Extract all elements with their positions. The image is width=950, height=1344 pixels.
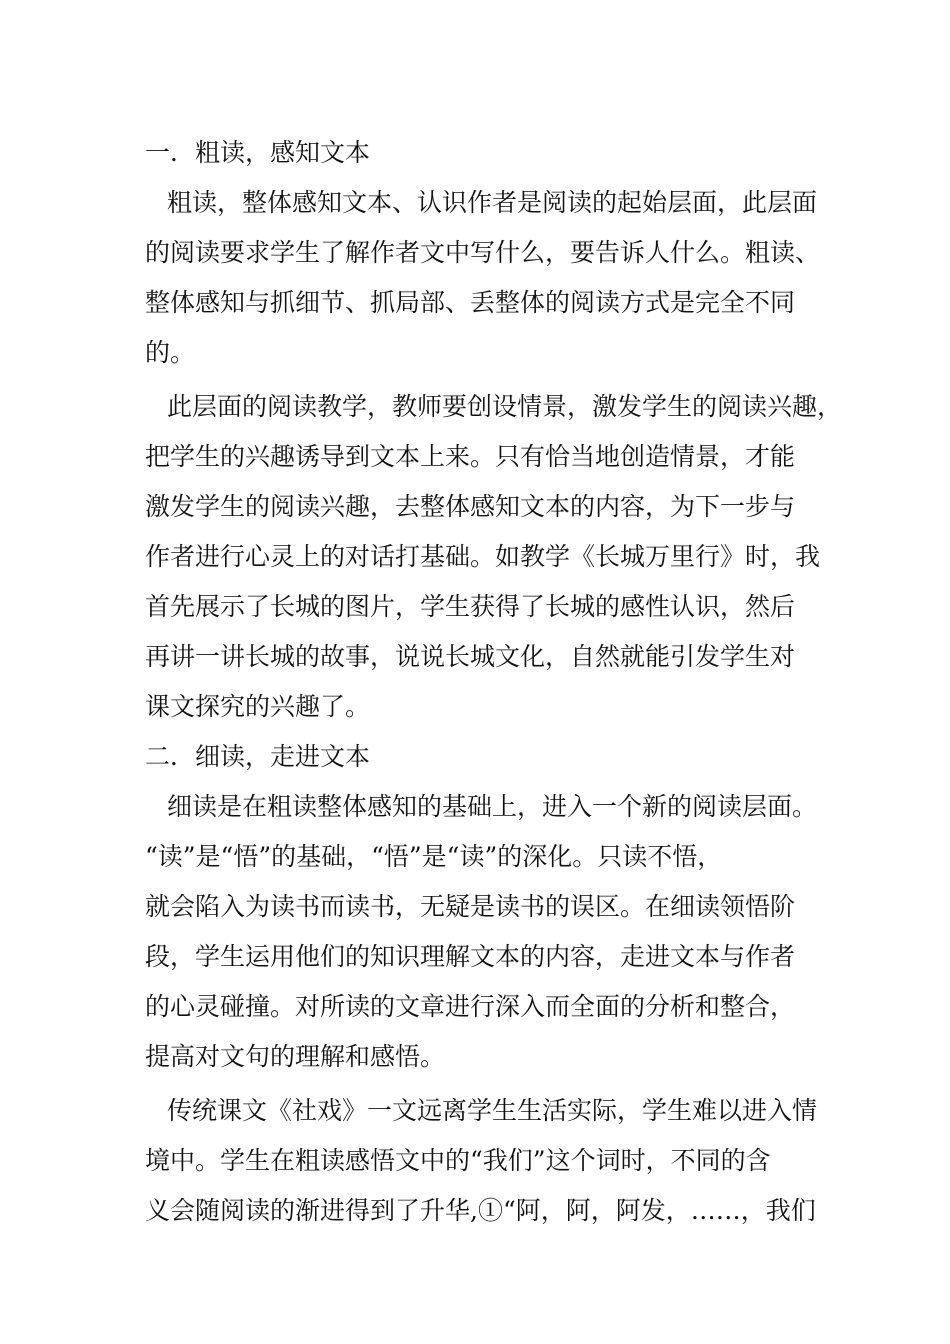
paragraph-line: 的。 [145, 338, 196, 367]
section-heading-2: 二．细读，走进文本 [145, 742, 371, 771]
paragraph-line: 首先展示了长城的图片，学生获得了长城的感性认识，然后 [145, 592, 796, 621]
paragraph-4 [145, 1086, 818, 1236]
paragraph-line: 激发学生的阅读兴趣，去整体感知文本的内容，为下一步与 [145, 492, 796, 521]
paragraph-line: “读”是“悟”的基础，“悟”是“读”的深化。只读不悟， [145, 842, 723, 871]
paragraph-line: 提高对文句的理解和感悟。 [145, 1042, 446, 1071]
paragraph-line: 再讲一讲长城的故事，说说长城文化，自然就能引发学生对 [145, 642, 796, 671]
paragraph-line: 的心灵碰撞。对所读的文章进行深入而全面的分析和整合， [145, 992, 796, 1021]
paragraph-line: 传统课文《社戏》一文远离学生生活实际，学生难以进入情 [167, 1096, 818, 1125]
paragraph-line: 境中。学生在粗读感悟文中的“我们”这个词时，不同的含 [145, 1146, 771, 1175]
paragraph-1 [145, 178, 821, 378]
paragraph-line: 就会陷入为读书而读书，无疑是读书的误区。在细读领悟阶 [145, 892, 796, 921]
paragraph-line: 整体感知与抓细节、抓局部、丢整体的阅读方式是完全不同 [145, 288, 796, 317]
paragraph-line: 此层面的阅读教学，教师要创设情景，激发学生的阅读兴趣， [167, 392, 843, 421]
paragraph-line: 粗读，整体感知文本、认识作者是阅读的起始层面，此层面 [167, 188, 818, 217]
paragraph-line: 作者进行心灵上的对话打基础。如教学《长城万里行》时，我 [145, 542, 821, 571]
paragraph-3 [145, 782, 818, 1082]
document-page [145, 128, 843, 1236]
paragraph-line: 课文探究的兴趣了。 [145, 692, 371, 721]
paragraph-line: 义会随阅读的渐进得到了升华,①“阿，阿，阿发，……，我们 [145, 1196, 816, 1225]
paragraph-line: 段，学生运用他们的知识理解文本的内容，走进文本与作者 [145, 942, 796, 971]
paragraph-line: 把学生的兴趣诱导到文本上来。只有恰当地创造情景，才能 [145, 442, 796, 471]
paragraph-line: 细读是在粗读整体感知的基础上，进入一个新的阅读层面。 [167, 792, 818, 821]
section-heading-1: 一．粗读，感知文本 [145, 138, 371, 167]
paragraph-line: 的阅读要求学生了解作者文中写什么，要告诉人什么。粗读、 [145, 238, 821, 267]
paragraph-2 [145, 382, 843, 732]
